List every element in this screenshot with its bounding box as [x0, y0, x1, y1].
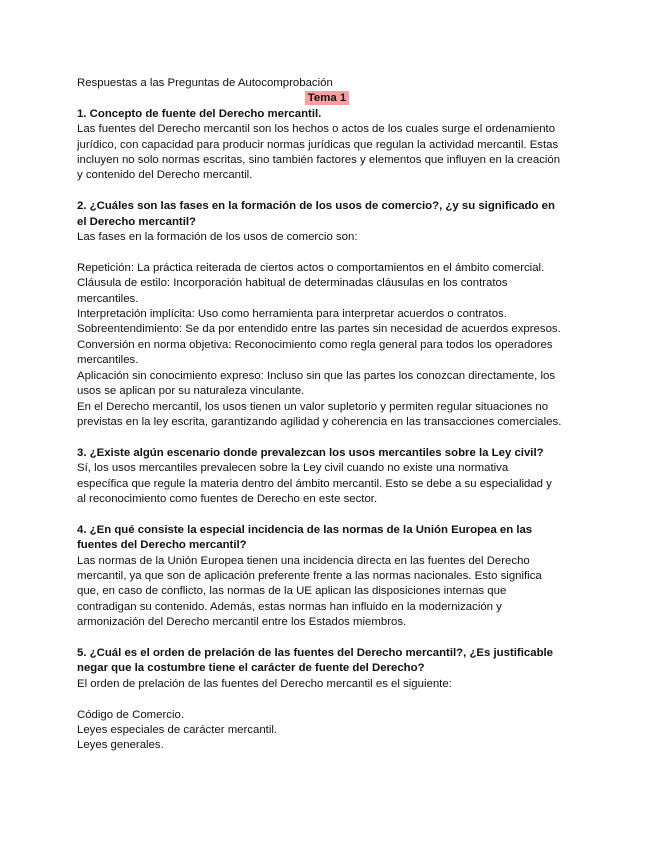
answer-text-line: que, en caso de conflicto, las normas de la UE aplican las disposiciones internas que [77, 585, 507, 598]
section-5 [77, 646, 577, 754]
document-page [77, 76, 577, 754]
answer-text-line: contradigan su contenido. Además, estas normas han influido en la modernización y [77, 600, 502, 613]
section-gap [77, 631, 577, 646]
answer-text-line: usos se aplican por su naturaleza vinculante. [77, 385, 305, 398]
answer-text-line: Las normas de la Unión Europea tienen una incidencia directa en las fuentes del Derecho [77, 554, 530, 567]
question-title-line: 4. ¿En qué consiste la especial incidencia de las normas de la Unión Europea en las [77, 523, 533, 536]
section-2 [77, 199, 577, 430]
question-title-line: el Derecho mercantil? [77, 215, 197, 228]
answer-text-line: jurídico, con capacidad para producir normas jurídicas que regulan la actividad mercantil. Estas [77, 138, 559, 151]
answer-text-line: Las fuentes del Derecho mercantil son los hechos o actos de los cuales surge el ordenamiento [77, 123, 556, 136]
answer-text-line: Conversión en norma objetiva: Reconocimiento como regla general para todos los operadores [77, 338, 553, 351]
answer-text-line: previstas en la ley escrita, garantizando agilidad y coherencia en las transacciones comerciales. [77, 415, 562, 428]
answer-text-line: Leyes especiales de carácter mercantil. [77, 724, 278, 736]
answer-text-line: al reconocimiento como fuentes de Derecho en este sector. [77, 492, 378, 505]
question-title-line: 2. ¿Cuáles son las fases en la formación de los usos de comercio?, ¿y su significado en [77, 200, 555, 213]
answer-text-line: y contenido del Derecho mercantil. [77, 169, 253, 182]
answer-text-line: incluyen no solo normas escritas, sino también factores y elementos que influyen en la creación [77, 154, 561, 167]
answer-text-line [77, 692, 577, 707]
answer-text-line: Sobreentendimiento: Se da por entendido entre las partes sin necesidad de acuerdos expresos. [77, 323, 561, 336]
tema-heading: Tema 1 [305, 91, 349, 105]
answer-text-line: mercantil, ya que son de aplicación preferente frente a las normas nacionales. Esto significa [77, 569, 542, 582]
section-gap [77, 184, 577, 199]
answer-text-line: El orden de prelación de las fuentes del Derecho mercantil es el siguiente: [77, 677, 452, 690]
question-title-line: 3. ¿Existe algún escenario donde prevalezcan los usos mercantiles sobre la Ley civil? [77, 446, 544, 459]
section-1 [77, 107, 577, 184]
answer-text-line: Las fases en la formación de los usos de comercio son: [77, 231, 358, 244]
section-4 [77, 523, 577, 631]
question-title-line: 1. Concepto de fuente del Derecho mercantil. [77, 107, 322, 120]
answer-text-line: En el Derecho mercantil, los usos tienen un valor supletorio y permiten regular situaciones no [77, 400, 549, 413]
answer-text-line: Aplicación sin conocimiento expreso: Incluso sin que las partes los conozcan directamente, los [77, 369, 556, 382]
tema-heading-wrap [77, 91, 577, 106]
answer-text-line: Leyes generales. [77, 739, 164, 752]
answer-text-line: Cláusula de estilo: Incorporación habitual de determinadas cláusulas en los contratos [77, 277, 508, 290]
answer-text-line: armonización del Derecho mercantil entre los Estados miembros. [77, 616, 407, 629]
answer-text-line: específica que regule la materia dentro del ámbito mercantil. Esto se debe a su especialidad y [77, 477, 552, 490]
question-title-line: 5. ¿Cuál es el orden de prelación de las fuentes del Derecho mercantil?, ¿Es justificable [77, 646, 554, 659]
answer-text-line: mercantiles. [77, 354, 139, 367]
answer-text-line: Código de Comercio. [77, 708, 184, 721]
answer-text-line: mercantiles. [77, 292, 139, 305]
question-title-line: fuentes del Derecho mercantil? [77, 539, 247, 552]
section-gap [77, 430, 577, 445]
answer-text-line: Sí, los usos mercantiles prevalecen sobre la Ley civil cuando no existe una normativa [77, 462, 509, 475]
answer-text-line: Repetición: La práctica reiterada de ciertos actos o comportamientos en el ámbito comercial. [77, 261, 545, 274]
sections-container [77, 107, 577, 754]
document-header: Respuestas a las Preguntas de Autocomprobación [77, 77, 333, 89]
answer-text-line [77, 245, 577, 260]
section-3 [77, 446, 577, 508]
answer-text-line: Interpretación implícita: Uso como herramienta para interpretar acuerdos o contratos. [77, 308, 507, 321]
section-gap [77, 507, 577, 522]
question-title-line: negar que la costumbre tiene el carácter de fuente del Derecho? [77, 662, 425, 675]
